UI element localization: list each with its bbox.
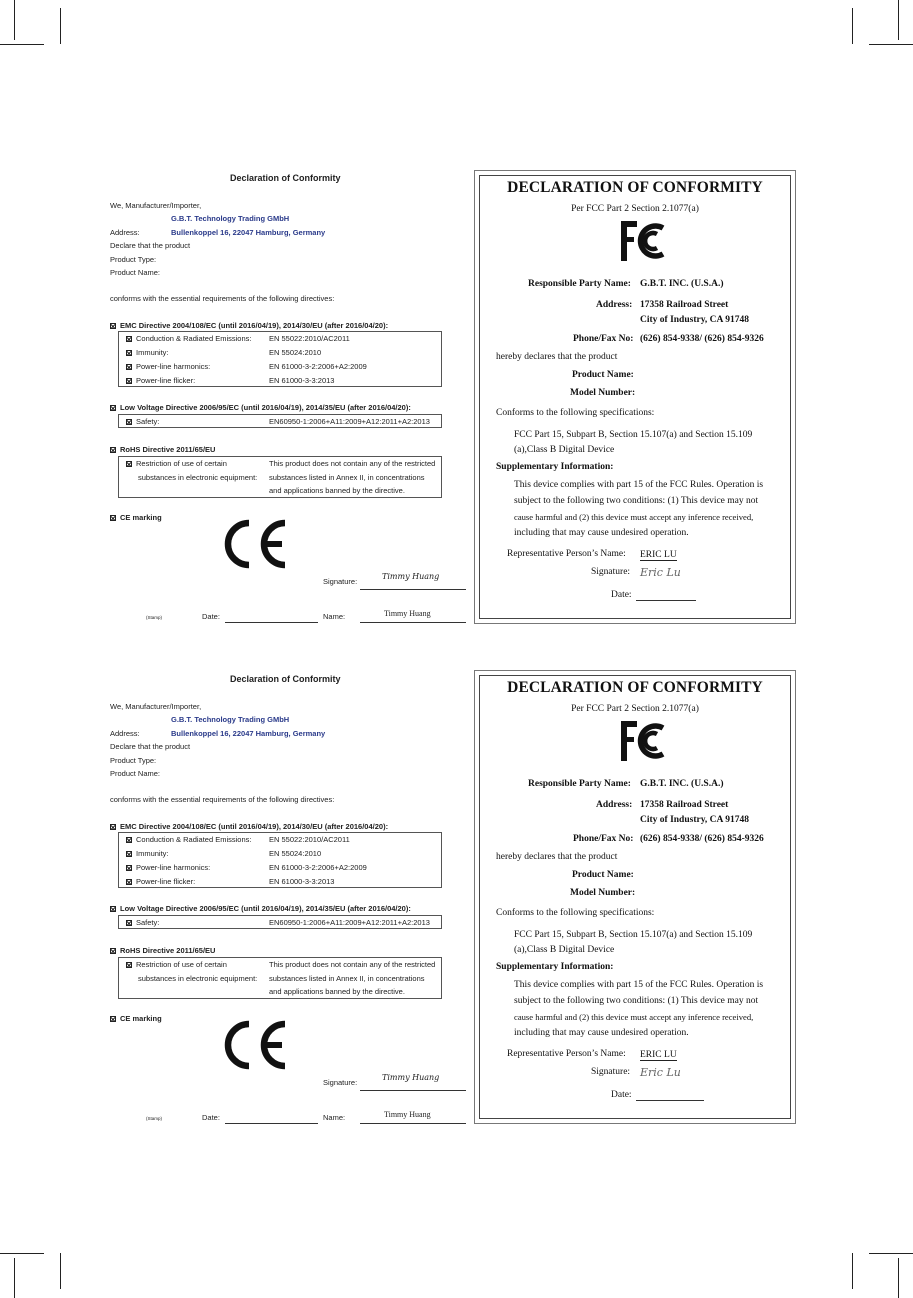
rohs-value: and applications banned by the directive.	[269, 486, 405, 495]
supp-line: cause harmful and (2) this device must accept any inference received,	[514, 512, 754, 522]
ce-marking-heading: CE marking	[110, 1014, 162, 1023]
eu-company: G.B.T. Technology Trading GMbH	[171, 715, 290, 724]
checkbox-icon	[110, 323, 116, 329]
crop-mark	[0, 44, 44, 45]
eu-signature-label: Signature:	[323, 577, 358, 586]
eu-declaration	[0, 674, 470, 1144]
supp-line: subject to the following two conditions: (1) This device may not	[514, 496, 759, 506]
eu-signature: Timmy Huang	[382, 572, 440, 581]
rohs-value: This product does not contain any of the restricted	[269, 960, 436, 969]
ce-logo-icon	[219, 519, 289, 569]
fcc-model-number-label: Model Number:	[570, 888, 636, 898]
fcc-address-line2: City of Industry, CA 91748	[640, 815, 749, 825]
eu-title: Declaration of Conformity	[230, 674, 341, 684]
fcc-date-label: Date:	[611, 1090, 632, 1100]
date-line	[225, 1123, 318, 1124]
rohs-value: substances listed in Annex II, in concentrations	[269, 974, 425, 983]
eu-signature-label: Signature:	[323, 1078, 358, 1087]
supplementary-heading: Supplementary Information:	[496, 962, 614, 972]
fcc-product-name-label: Product Name:	[572, 370, 634, 380]
lvd-row: Safety:	[126, 417, 159, 426]
rohs-value: and applications banned by the directive.	[269, 987, 405, 996]
eu-address-label: Address:	[110, 729, 140, 738]
ce-marking-heading: CE marking	[110, 513, 162, 522]
rep-value: ERIC LU	[640, 550, 677, 560]
eu-title: Declaration of Conformity	[230, 173, 341, 183]
eu-address: Bullenkoppel 16, 22047 Hamburg, Germany	[171, 228, 326, 237]
checkbox-icon	[110, 824, 116, 830]
fcc-address-line1: 17358 Railroad Street	[640, 800, 729, 810]
checkbox-icon	[110, 1016, 116, 1022]
checkbox-icon	[126, 364, 132, 370]
emc-row-value: EN 55024:2010	[269, 348, 322, 357]
rohs-label: substances in electronic equipment:	[138, 974, 258, 983]
fcc-declaration	[474, 670, 796, 1124]
checkbox-icon	[126, 879, 132, 885]
eu-name-label: Name:	[323, 612, 346, 621]
crop-mark	[898, 1258, 899, 1298]
crop-mark	[14, 0, 15, 40]
supp-line: This device complies with part 15 of the FCC Rules. Operation is	[514, 980, 764, 990]
crop-mark	[60, 8, 61, 44]
eu-date-label: Date:	[202, 612, 220, 621]
crop-mark	[869, 44, 913, 45]
phone-value: (626) 854-9338/ (626) 854-9326	[640, 334, 764, 344]
checkbox-icon	[110, 948, 116, 954]
fcc-inner-border	[479, 175, 791, 619]
stamp-label: (Stamp)	[146, 1116, 163, 1121]
crop-mark	[852, 1253, 853, 1289]
lvd-heading: Low Voltage Directive 2006/95/EC (until 2016/04/19), 2014/35/EU (after 2016/04/20):	[110, 403, 411, 412]
emc-row: Conduction & Radiated Emissions:	[126, 334, 251, 343]
supplementary-heading: Supplementary Information:	[496, 462, 614, 472]
responsible-value: G.B.T. INC. (U.S.A.)	[640, 279, 724, 289]
phone-label: Phone/Fax No:	[573, 834, 634, 844]
fcc-date-label: Date:	[611, 590, 632, 600]
supp-line: including that may cause undesired operation.	[514, 1028, 689, 1038]
eu-declaration	[0, 173, 470, 643]
checkbox-icon	[126, 865, 132, 871]
rep-label: Representative Person’s Name:	[507, 549, 626, 559]
checkbox-icon	[126, 336, 132, 342]
lvd-value: EN60950-1:2006+A11:2009+A12:2011+A2:2013	[269, 417, 430, 426]
rohs-label: Restriction of use of certain	[126, 459, 227, 468]
fcc-title: DECLARATION OF CONFORMITY	[507, 179, 763, 196]
responsible-label: Responsible Party Name:	[528, 779, 631, 789]
eu-date-label: Date:	[202, 1113, 220, 1122]
eu-product-type-label: Product Type:	[110, 255, 157, 264]
name-line	[360, 622, 466, 623]
eu-conforms: conforms with the essential requirements of the following directives:	[110, 795, 335, 804]
fcc-conforms: Conforms to the following specifications:	[496, 408, 655, 418]
emc-heading: EMC Directive 2004/108/EC (until 2016/04/19), 2014/30/EU (after 2016/04/20):	[110, 822, 388, 831]
rohs-heading: RoHS Directive 2011/65/EU	[110, 946, 215, 955]
fcc-conforms: Conforms to the following specifications:	[496, 908, 655, 918]
rohs-value: This product does not contain any of the restricted	[269, 459, 436, 468]
emc-row: Power-line flicker:	[126, 877, 195, 886]
fcc-signature-value: Eric Lu	[640, 566, 681, 579]
fcc-signature-value: Eric Lu	[640, 1066, 681, 1079]
fcc-logo-icon	[620, 719, 666, 763]
fcc-date-line	[636, 600, 696, 601]
emc-row-value: EN 55022:2010/AC2011	[269, 835, 350, 844]
fcc-address-label: Address:	[596, 800, 633, 810]
emc-row: Power-line harmonics:	[126, 362, 210, 371]
eu-conforms: conforms with the essential requirements of the following directives:	[110, 294, 335, 303]
responsible-label: Responsible Party Name:	[528, 279, 631, 289]
fcc-subtitle: Per FCC Part 2 Section 2.1077(a)	[571, 204, 699, 214]
fcc-date-line	[636, 1100, 704, 1101]
checkbox-icon	[110, 515, 116, 521]
rep-label: Representative Person’s Name:	[507, 1049, 626, 1059]
fcc-declaration	[474, 170, 796, 624]
spec-line: FCC Part 15, Subpart B, Section 15.107(a) and Section 15.109	[514, 430, 753, 440]
crop-mark	[0, 1253, 44, 1254]
emc-row: Conduction & Radiated Emissions:	[126, 835, 251, 844]
supp-line: including that may cause undesired operation.	[514, 528, 689, 538]
date-line	[225, 622, 318, 623]
phone-value: (626) 854-9338/ (626) 854-9326	[640, 834, 764, 844]
spec-line: (a),Class B Digital Device	[514, 445, 615, 455]
eu-signature: Timmy Huang	[382, 1073, 440, 1082]
eu-name-label: Name:	[323, 1113, 346, 1122]
spec-line: (a),Class B Digital Device	[514, 945, 615, 955]
emc-row: Immunity:	[126, 849, 169, 858]
fcc-address-line1: 17358 Railroad Street	[640, 300, 729, 310]
rohs-label: substances in electronic equipment:	[138, 473, 258, 482]
name-line	[360, 1123, 466, 1124]
emc-row-value: EN 61000-3-2:2006+A2:2009	[269, 863, 367, 872]
checkbox-icon	[126, 837, 132, 843]
emc-row-value: EN 61000-3-3:2013	[269, 376, 335, 385]
checkbox-icon	[110, 405, 116, 411]
crop-mark	[60, 1253, 61, 1289]
crop-mark	[898, 0, 899, 40]
emc-row: Power-line harmonics:	[126, 863, 210, 872]
fcc-model-number-label: Model Number:	[570, 388, 636, 398]
signature-line	[360, 1090, 466, 1091]
eu-intro: We, Manufacturer/Importer,	[110, 702, 202, 711]
lvd-heading: Low Voltage Directive 2006/95/EC (until 2016/04/19), 2014/35/EU (after 2016/04/20):	[110, 904, 411, 913]
rohs-label: Restriction of use of certain	[126, 960, 227, 969]
signature-line	[360, 589, 466, 590]
checkbox-icon	[126, 851, 132, 857]
checkbox-icon	[126, 920, 132, 926]
stamp-label: (Stamp)	[146, 615, 163, 620]
supp-line: subject to the following two conditions: (1) This device may not	[514, 996, 759, 1006]
rep-value: ERIC LU	[640, 1050, 677, 1060]
ce-logo-icon	[219, 1020, 289, 1070]
lvd-value: EN60950-1:2006+A11:2009+A12:2011+A2:2013	[269, 918, 430, 927]
fcc-logo-icon	[620, 219, 666, 263]
fcc-product-name-label: Product Name:	[572, 870, 634, 880]
checkbox-icon	[110, 906, 116, 912]
eu-declare: Declare that the product	[110, 241, 191, 250]
responsible-value: G.B.T. INC. (U.S.A.)	[640, 779, 724, 789]
checkbox-icon	[126, 378, 132, 384]
emc-heading: EMC Directive 2004/108/EC (until 2016/04/19), 2014/30/EU (after 2016/04/20):	[110, 321, 388, 330]
fcc-inner-border	[479, 675, 791, 1119]
hereby: hereby declares that the product	[496, 352, 618, 362]
rohs-value: substances listed in Annex II, in concentrations	[269, 473, 425, 482]
emc-row-value: EN 55022:2010/AC2011	[269, 334, 350, 343]
eu-company: G.B.T. Technology Trading GMbH	[171, 214, 290, 223]
emc-row: Immunity:	[126, 348, 169, 357]
eu-name-value: Timmy Huang	[384, 1110, 431, 1119]
eu-product-type-label: Product Type:	[110, 756, 157, 765]
checkbox-icon	[126, 419, 132, 425]
fcc-address-line2: City of Industry, CA 91748	[640, 315, 749, 325]
supp-line: cause harmful and (2) this device must accept any inference received,	[514, 1012, 754, 1022]
rohs-heading: RoHS Directive 2011/65/EU	[110, 445, 215, 454]
crop-mark	[14, 1258, 15, 1298]
supp-line: This device complies with part 15 of the FCC Rules. Operation is	[514, 480, 764, 490]
fcc-signature-label: Signature:	[591, 567, 631, 577]
phone-label: Phone/Fax No:	[573, 334, 634, 344]
checkbox-icon	[126, 461, 132, 467]
eu-product-name-label: Product Name:	[110, 268, 161, 277]
fcc-signature-label: Signature:	[591, 1067, 631, 1077]
checkbox-icon	[110, 447, 116, 453]
crop-mark	[869, 1253, 913, 1254]
hereby: hereby declares that the product	[496, 852, 618, 862]
fcc-subtitle: Per FCC Part 2 Section 2.1077(a)	[571, 704, 699, 714]
emc-row-value: EN 61000-3-3:2013	[269, 877, 335, 886]
emc-row: Power-line flicker:	[126, 376, 195, 385]
lvd-row: Safety:	[126, 918, 159, 927]
emc-row-value: EN 55024:2010	[269, 849, 322, 858]
checkbox-icon	[126, 962, 132, 968]
fcc-address-label: Address:	[596, 300, 633, 310]
eu-declare: Declare that the product	[110, 742, 191, 751]
eu-address: Bullenkoppel 16, 22047 Hamburg, Germany	[171, 729, 326, 738]
eu-intro: We, Manufacturer/Importer,	[110, 201, 202, 210]
spec-line: FCC Part 15, Subpart B, Section 15.107(a) and Section 15.109	[514, 930, 753, 940]
fcc-title: DECLARATION OF CONFORMITY	[507, 679, 763, 696]
emc-row-value: EN 61000-3-2:2006+A2:2009	[269, 362, 367, 371]
eu-product-name-label: Product Name:	[110, 769, 161, 778]
eu-name-value: Timmy Huang	[384, 609, 431, 618]
crop-mark	[852, 8, 853, 44]
checkbox-icon	[126, 350, 132, 356]
eu-address-label: Address:	[110, 228, 140, 237]
